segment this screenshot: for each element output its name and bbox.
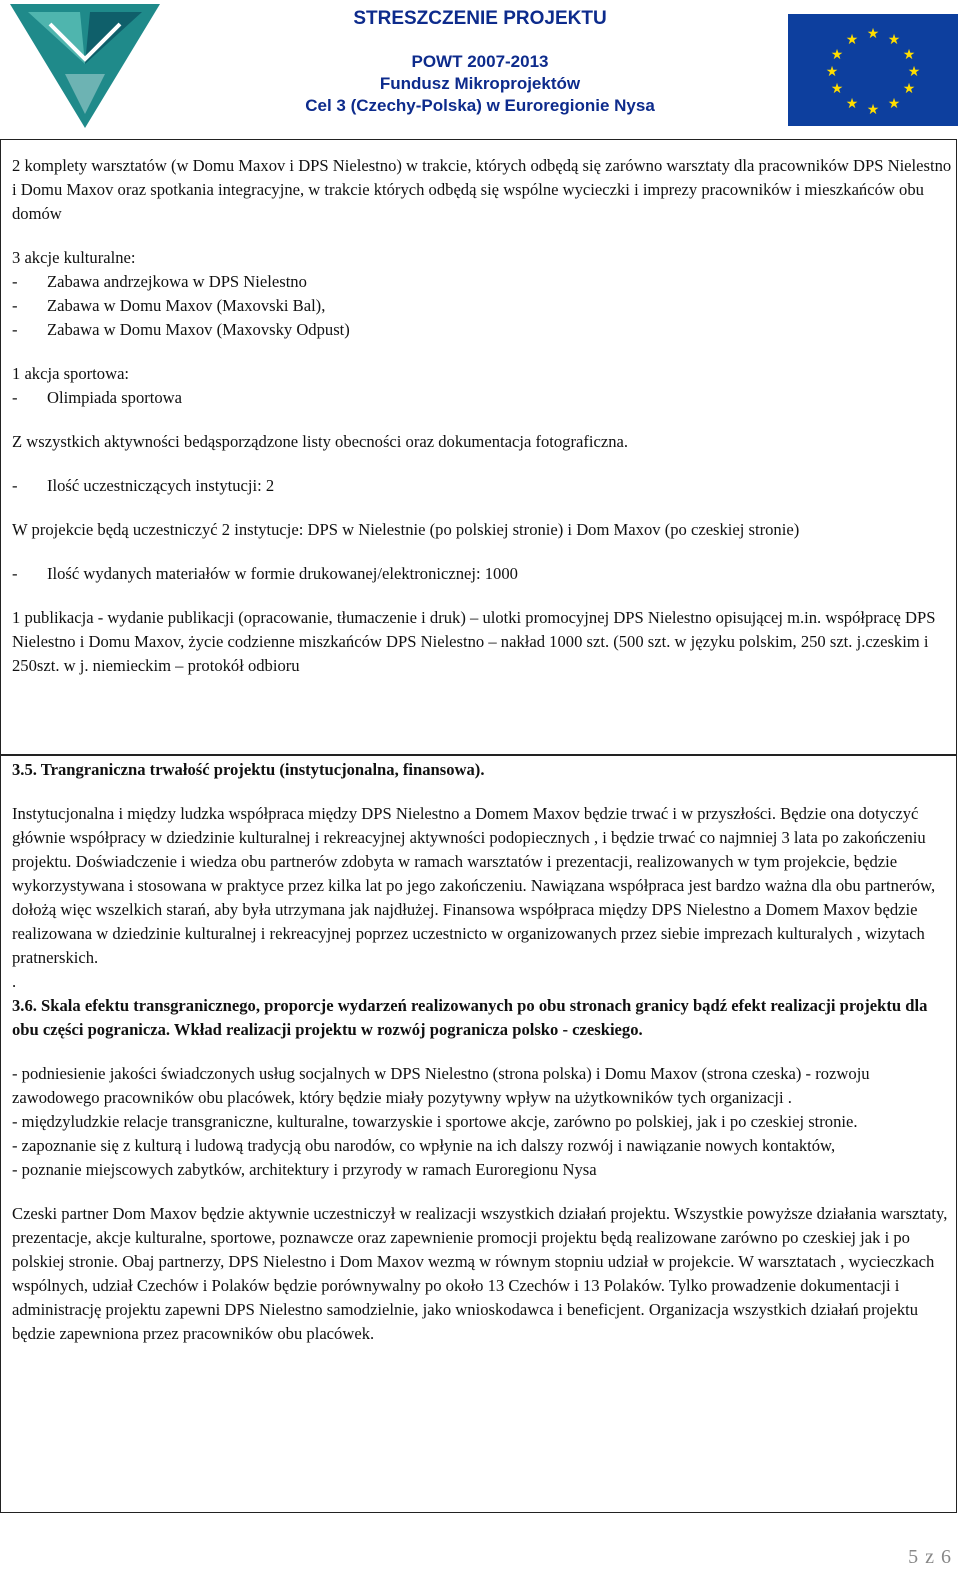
svg-text:★: ★ xyxy=(907,64,921,80)
svg-text:★: ★ xyxy=(902,81,916,97)
svg-text:★: ★ xyxy=(887,96,901,112)
sport-item-1: - Olimpiada sportowa xyxy=(12,388,183,407)
sustainability-paragraph: Instytucjonalna i między ludzka współpraca między DPS Nielestno a Domem Maxov będzie trwać i w przyszłości. Będzie ona dotyczyć głównie współpracy w dziedzinie kulturalnej i rekreacyjnej aktywności podopiecznych , i będzie trwać co najmniej 3 lata po zakończeniu projektu. Doświadczenie i wiedza obu partnerów zdobyta w ramach warsztatów i prezentacji, realizowanych w tym projekcie, będzie wykorzystywana i stosowana w praktyce przez kilka lat po jego zakończeniu. Nawiązana współpraca jest bardzo ważna dla obu partnerów, dołożą więc wszelkich starań, aby była utrzymana jak najdłużej. Finansowa współpraca między DPS Nielestno a Domem Maxov będzie realizowana w dziedzinie kulturalnej i rekreacyjnej poprzez uczestnicto w organizowanych przez siebie imprezach kulturalych , wizytach pratnerskich. xyxy=(12,804,936,967)
effect-item-1: - podniesienie jakości świadczonych usług socjalnych w DPS Nielestno (strona polska) i Domu Maxov (strona czeska) - rozwoju zawodowego pracowników obu placówek, który będzie miały pozytywny wpływ na użytkowników tych organizacji . xyxy=(12,1064,870,1107)
page-header xyxy=(0,0,960,140)
svg-text:★: ★ xyxy=(825,64,839,80)
effect-item-3: - zapoznanie się z kulturą i ludową tradycją obu narodów, co wpłynie na ich dalszy rozwój i nawiązanie nowych kontaktów, xyxy=(12,1136,836,1155)
heading-3-6: 3.6. Skala efektu transgranicznego, proporcje wydarzeń realizowanych po obu stronach granicy bądź efekt realizacji projektu dla obu części pogranicza. Wkład realizacji projektu w rozwój pogranicza polsko - czeskiego. xyxy=(12,996,928,1039)
heading-3-5: 3.5. Trangraniczna trwałość projektu (instytucjonalna, finansowa). xyxy=(12,760,485,779)
activities-section xyxy=(0,139,957,755)
svg-text:★: ★ xyxy=(887,32,901,48)
svg-text:★: ★ xyxy=(866,26,880,42)
cultural-item-3: - Zabawa w Domu Maxov (Maxovsky Odpust) xyxy=(12,320,350,339)
eu-flag-icon xyxy=(788,14,958,126)
stray-dot: . xyxy=(12,972,17,991)
cultural-item-1: - Zabawa andrzejkowa w DPS Nielestno xyxy=(12,272,307,291)
svg-text:★: ★ xyxy=(830,47,844,63)
svg-text:★: ★ xyxy=(845,96,859,112)
svg-text:★: ★ xyxy=(845,32,859,48)
svg-text:★: ★ xyxy=(902,47,916,63)
sport-heading: 1 akcja sportowa: xyxy=(12,364,130,383)
institutions-text: W projekcie będą uczestniczyć 2 instytucje: DPS w Nielestnie (po polskiej stronie) i Dom Maxov (po czeskiej stronie) xyxy=(12,520,800,539)
publication-text: 1 publikacja - wydanie publikacji (opracowanie, tłumaczenie i druk) – ulotki promocyjnej DPS Nielestno opisującej m.in. współpracę DPS Nielestno i Domu Maxov, życie codzienne miszkańców DPS Nielestno – nakład 1000 szt. (500 szt. w języku polskim, 250 szt. j.czeskim i 250szt. w j. niemieckim – protokół odbioru xyxy=(12,608,936,675)
workshops-paragraph: 2 komplety warsztatów (w Domu Maxov i DPS Nielestno) w trakcie, których odbędą się zarówno warsztaty dla pracowników DPS Nielestno i Domu Maxov oraz spotkania integracyjne, w trakcie których odbędą się wspólne wycieczki i imprezy pracowników i mieszkańców obu domów xyxy=(12,156,952,223)
documentation-text: Z wszystkich aktywności bedąsporządzone listy obecności oraz dokumentacja fotograficzna. xyxy=(12,432,629,451)
institutions-bullet: - Ilość uczestniczących instytucji: 2 xyxy=(12,476,275,495)
sustainability-section xyxy=(0,755,957,1513)
svg-text:★: ★ xyxy=(830,81,844,97)
program-line: POWT 2007-2013 xyxy=(411,52,549,71)
effect-item-2: - międzyludzkie relacje transgraniczne, kulturalne, towarzyskie i sportowe akcje, zarówno po polskiej, jak i po czeskiej stronie. xyxy=(12,1112,858,1131)
cultural-heading: 3 akcje kulturalne: xyxy=(12,248,136,267)
fund-line: Fundusz Mikroprojektów xyxy=(379,74,581,93)
materials-bullet: - Ilość wydanych materiałów w formie drukowanej/elektronicznej: 1000 xyxy=(12,564,518,583)
cultural-item-2: - Zabawa w Domu Maxov (Maxovski Bal), xyxy=(12,296,326,315)
partner-paragraph: Czeski partner Dom Maxov będzie aktywnie uczestniczył w realizacji wszystkich działań projektu. Wszystkie powyższe działania warsztaty, prezentacje, akcje kulturalne, sportowe, poznawcze oraz zapewnienie promocji projektu będą realizowane zarówno po czeskiej jak i po polskiej stronie. Obaj partnerzy, DPS Nielestno i Dom Maxov wezmą w równym stopniu udział w projekcie. W warsztatach , wycieczkach wspólnych, udział Czechów i Polaków będzie porównywalny po około 13 Czechów i 13 Polaków. Tylko prowadzenie dokumentacji i administrację projektu zapewni DPS Nielestno samodzielnie, jako wnioskodawca i beneficjent. Organizacja wszystkich działań projektu będzie zapewniona przez pracowników obu placówek. xyxy=(12,1204,948,1343)
svg-text:★: ★ xyxy=(866,102,880,118)
page-number: 5 z 6 xyxy=(908,1546,952,1568)
effect-item-4: - poznanie miejscowych zabytków, architektury i przyrody w ramach Euroregionu Nysa xyxy=(12,1160,597,1179)
goal-line: Cel 3 (Czechy-Polska) w Euroregionie Nysa xyxy=(305,96,655,115)
summary-title: STRESZCZENIE PROJEKTU xyxy=(353,8,607,29)
